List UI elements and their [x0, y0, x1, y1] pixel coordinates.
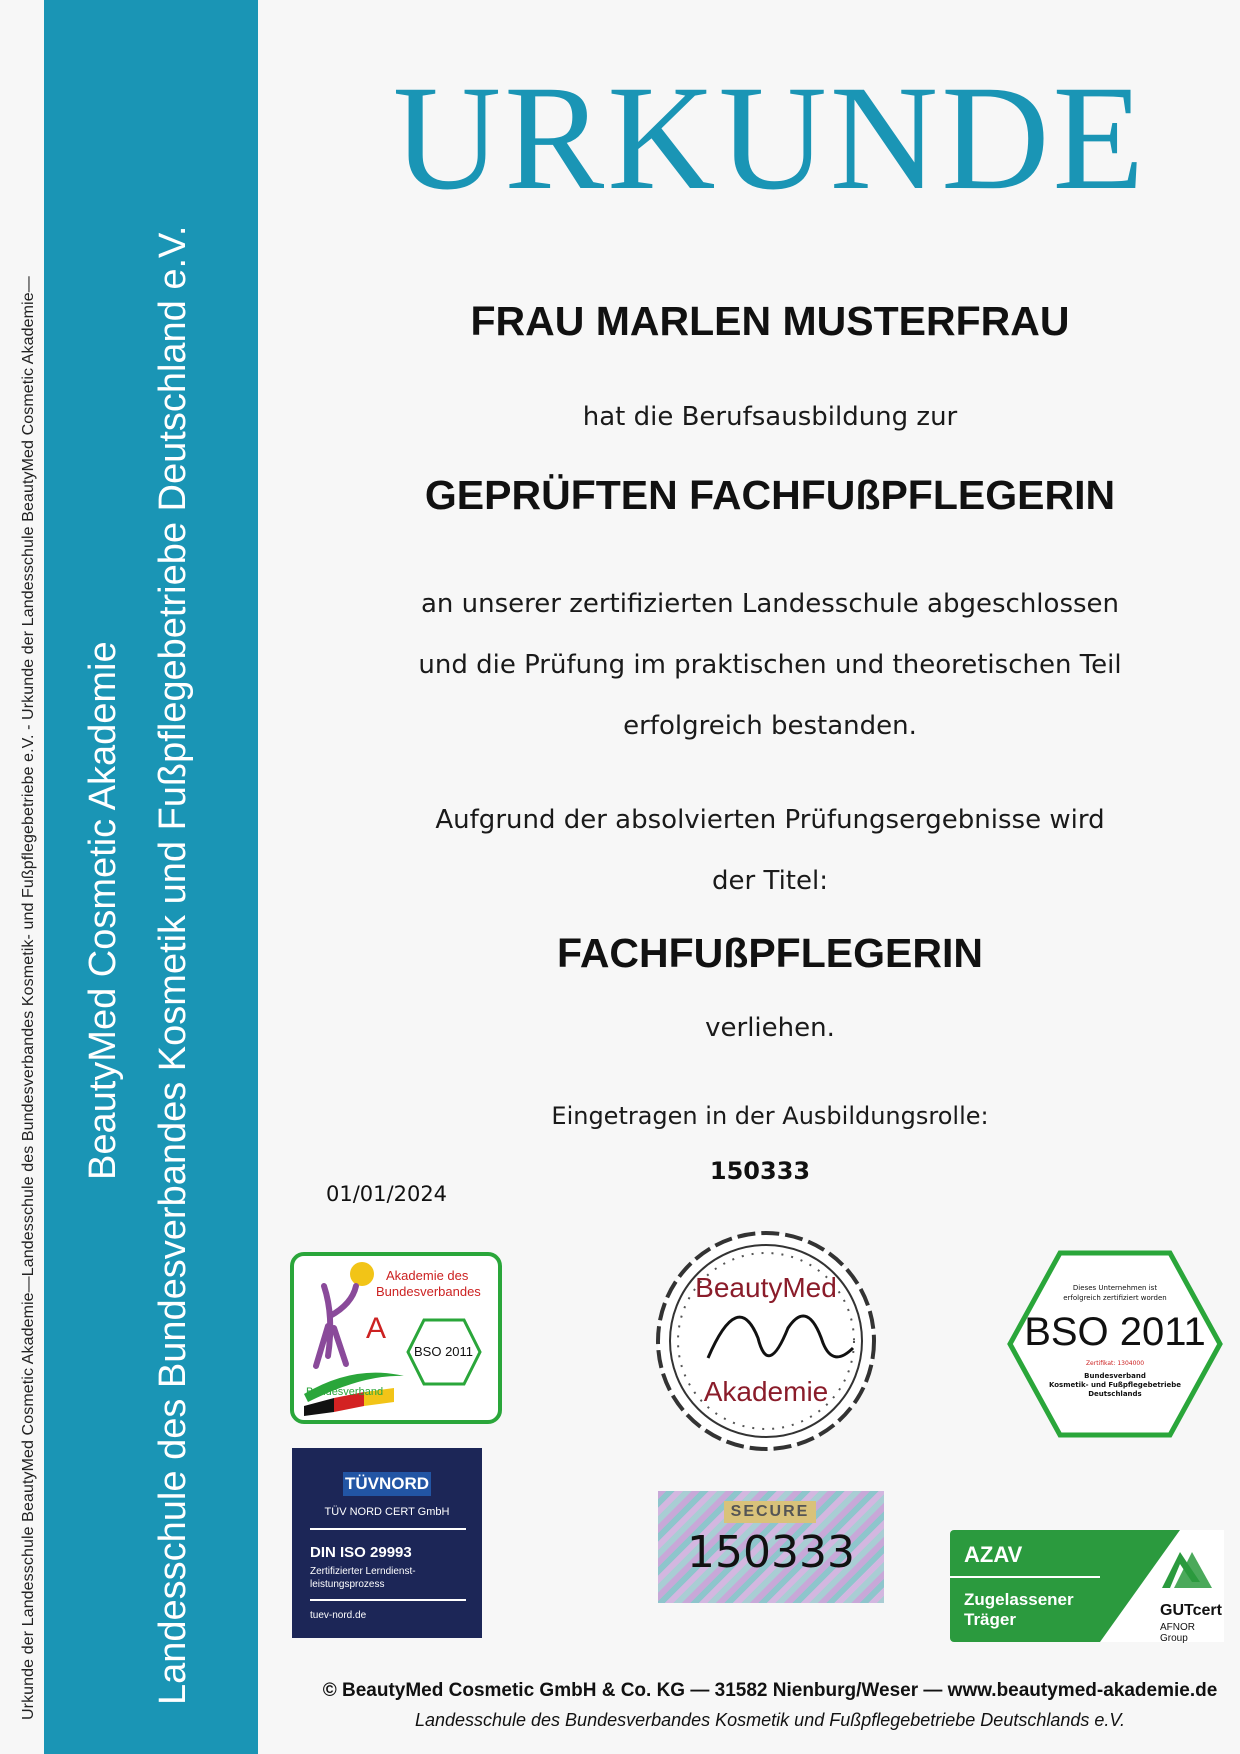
title-line-2: der Titel:	[712, 866, 828, 896]
azav-title: AZAV	[964, 1542, 1023, 1567]
issue-date: 01/01/2024	[326, 1182, 448, 1206]
tuv-desc-2: leistungsprozess	[310, 1579, 385, 1590]
footer-company: © BeautyMed Cosmetic GmbH & Co. KG — 31582 Nienburg/Weser — www.beautymed-akademie.de	[322, 1680, 1218, 1701]
beautymed-seal	[648, 1228, 884, 1454]
bso-small-2: erfolgreich zertifiziert worden	[1063, 1294, 1167, 1302]
secure-label: SECURE	[724, 1501, 816, 1523]
akademie-band-label: Bundesverband	[306, 1386, 384, 1398]
side-band	[44, 0, 258, 1754]
title-line-1: Aufgrund der absolvierten Prüfungsergebnisse wird	[435, 805, 1105, 835]
body-line-1: an unserer zertifizierten Landesschule abgeschlossen	[420, 589, 1120, 619]
bso-org-3: Deutschlands	[1088, 1390, 1142, 1398]
bso-main: BSO 2011	[1024, 1310, 1206, 1354]
intro-line: hat die Berufsausbildung zur	[582, 402, 958, 432]
tuv-divider-bottom	[310, 1599, 466, 1601]
bso-certificate-logo	[1006, 1250, 1224, 1438]
azav-line-1: Zugelassener	[964, 1590, 1074, 1609]
edge-microtext: Urkunde der Landesschule BeautyMed Cosmetic Akademie—Landesschule des Bundesverbandes Kosmetik- und Fußpflegebetriebe e.V. - Urkunde der Landesschule BeautyMed Cosmetic Akademie—	[20, 276, 37, 1720]
bso-org-2: Kosmetik- und Fußpflegebetriebe	[1048, 1381, 1182, 1389]
akademie-letter-icon: A	[366, 1312, 387, 1345]
azav-logo	[950, 1530, 1224, 1642]
tuv-nord-logo	[292, 1448, 482, 1638]
awarded-verb: verliehen.	[705, 1013, 835, 1043]
awarded-title: FACHFUßPFLEGERIN	[557, 930, 983, 976]
akademie-line2: Bundesverbandes	[376, 1284, 481, 1299]
band-academy-name: BeautyMed Cosmetic Akademie	[82, 641, 124, 1180]
secure-hologram	[658, 1491, 884, 1603]
band-school-name: Landesschule des Bundesverbandes Kosmetik und Fußpflegebetriebe Deutschland e.V.	[152, 225, 194, 1705]
recipient-name: FRAU MARLEN MUSTERFRAU	[470, 298, 1070, 344]
bso-org-1: Bundesverband	[1084, 1372, 1146, 1380]
registry-number: 150333	[709, 1157, 811, 1185]
azav-line-2: Träger	[964, 1610, 1016, 1629]
body-line-2: und die Prüfung im praktischen und theoretischen Teil	[418, 650, 1122, 680]
seal-top-text: BeautyMed	[695, 1272, 837, 1303]
seal-rosette-icon	[648, 1228, 884, 1454]
profession-title: GEPRÜFTEN FACHFUßPFLEGERIN	[424, 472, 1116, 518]
secure-number: 150333	[687, 1527, 855, 1578]
bso-small-1: Dieses Unternehmen ist	[1072, 1284, 1158, 1292]
registry-label: Eingetragen in der Ausbildungsrolle:	[551, 1102, 989, 1130]
seal-bottom-text: Akademie	[703, 1376, 829, 1407]
tuv-company: TÜV NORD CERT GmbH	[324, 1506, 450, 1518]
tuv-desc-1: Zertifizierter Lerndienst-	[310, 1566, 416, 1577]
azav-brand: GUTcert	[1160, 1602, 1222, 1619]
akademie-line1: Akademie des	[386, 1268, 469, 1283]
tuv-url: tuev-nord.de	[310, 1610, 367, 1621]
azav-divider	[950, 1576, 1100, 1578]
azav-group: AFNOR Group	[1160, 1622, 1195, 1644]
certificate-title: URKUNDE	[392, 55, 1148, 221]
tuv-brand: TÜVNORD	[343, 1472, 431, 1496]
tuv-divider-top	[310, 1528, 466, 1530]
akademie-bso-label: BSO 2011	[414, 1344, 474, 1359]
tuv-iso: DIN ISO 29993	[310, 1544, 412, 1561]
bso-cert-no: Zertifikat: 1304000	[1085, 1360, 1145, 1367]
body-line-3: erfolgreich bestanden.	[623, 711, 917, 741]
footer-school: Landesschule des Bundesverbandes Kosmetik und Fußpflegebetriebe Deutschlands e.V.	[414, 1710, 1126, 1730]
akademie-logo	[290, 1252, 502, 1424]
